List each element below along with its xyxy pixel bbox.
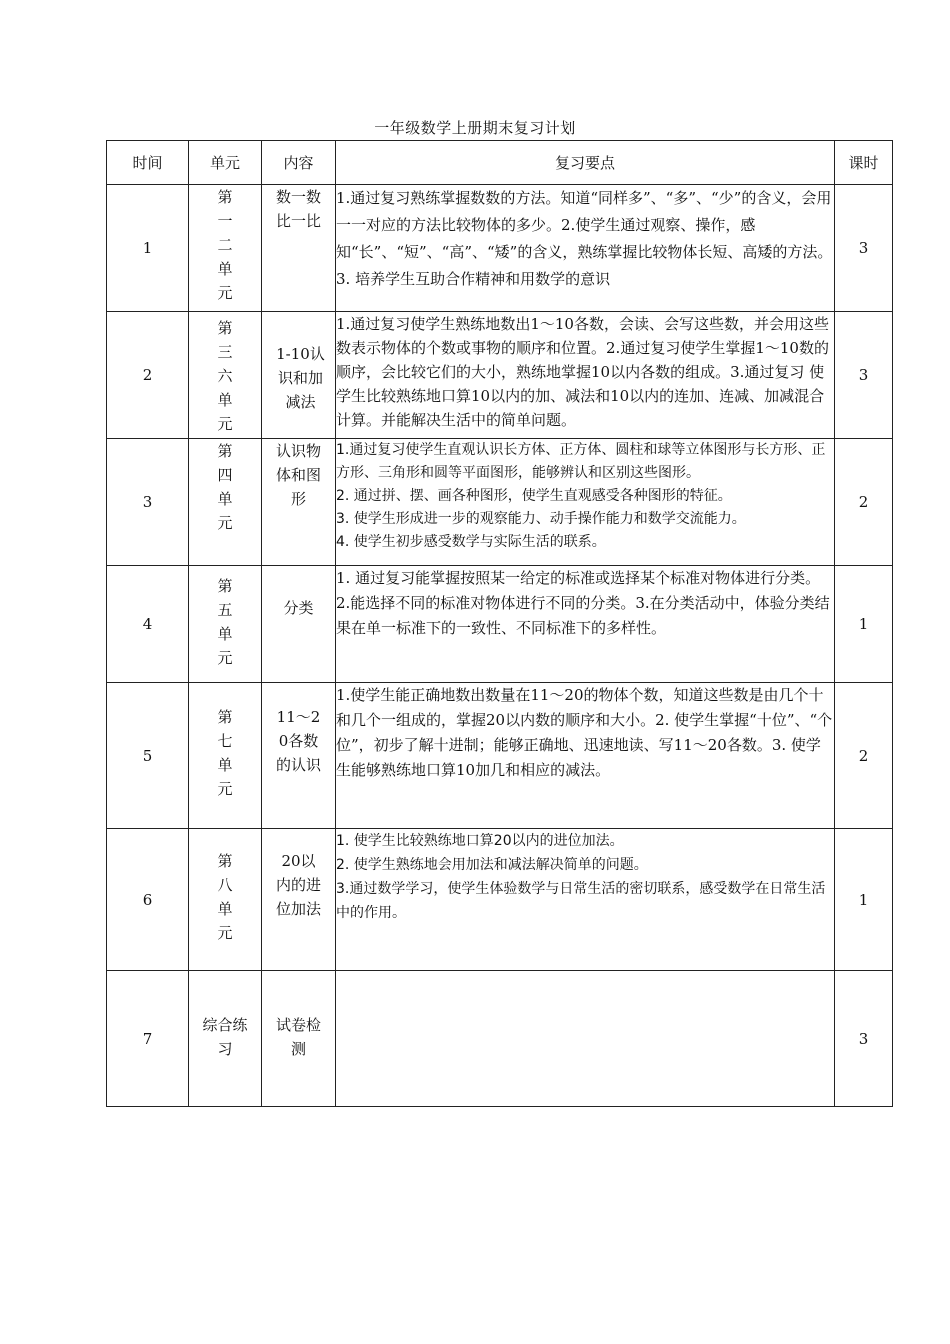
review-point: 1.通过复习使学生熟练地数出1～10各数，会读、会写这些数，并会用这些数表示物体的个数或事物的顺序和位置。2.通过复习使学生掌握1～10数的顺序，会比较它们的大小，熟练地掌握10以内各数的组成。3.通过复习 使学生比较熟练地口算10以内的加、减法和10以内的连加、连减、加减混合计算。并能解决生活中的简单问题。 — [336, 315, 829, 429]
cell-hours: 2 — [835, 439, 893, 566]
cell-hours: 3 — [835, 971, 893, 1107]
table-row — [107, 566, 893, 683]
table-row — [107, 683, 893, 829]
cell-content — [262, 971, 336, 1107]
review-point: 1.通过复习熟练掌握数数的方法。知道“同样多”、“多”、“少”的含义，会用一一对应的方法比较物体的多少。2.使学生通过观察、操作，感知“长”、“短”、“高”、“矮”的含义，熟练掌握比较物体长短、高矮的方法。3. 培养学生互助合作精神和用数学的意识 — [336, 189, 833, 288]
cell-unit — [189, 829, 262, 971]
table-row — [107, 312, 893, 439]
cell-review-points — [336, 971, 835, 1107]
cell-time: 4 — [107, 566, 189, 683]
cell-review-points — [336, 566, 835, 683]
cell-time: 1 — [107, 185, 189, 312]
cell-time: 3 — [107, 439, 189, 566]
cell-hours: 1 — [835, 566, 893, 683]
content-label: 1-10认识和加减法 — [276, 345, 325, 411]
content-label: 分类 — [283, 599, 314, 617]
cell-review-points — [336, 185, 835, 312]
cell-content — [262, 439, 336, 566]
table-header-row — [107, 141, 893, 185]
review-point: 1.通过复习使学生直观认识长方体、正方体、圆柱和球等立体图形与长方形、正方形、三角形和圆等平面图形，能够辨认和区别这些图形。 — [336, 442, 826, 481]
unit-label: 第八单元 — [217, 852, 233, 942]
cell-hours: 1 — [835, 829, 893, 971]
table-row — [107, 439, 893, 566]
unit-label: 第七单元 — [217, 708, 233, 798]
cell-review-points — [336, 312, 835, 439]
cell-content — [262, 312, 336, 439]
unit-label: 综合练习 — [202, 1016, 248, 1058]
cell-content — [262, 566, 336, 683]
table-row — [107, 185, 893, 312]
cell-content — [262, 829, 336, 971]
document-title: 一年级数学上册期末复习计划 — [374, 119, 576, 137]
unit-label: 第三六单元 — [217, 319, 233, 433]
cell-unit — [189, 185, 262, 312]
review-point: 1. 使学生比较熟练地口算20以内的进位加法。 — [336, 833, 624, 849]
unit-label: 第四单元 — [217, 442, 233, 532]
review-plan-table — [106, 140, 893, 1107]
cell-hours: 3 — [835, 185, 893, 312]
review-point: 2. 使学生熟练地会用加法和减法解决简单的问题。 — [336, 857, 648, 873]
header-review-points: 复习要点 — [336, 141, 835, 185]
unit-label: 第一二单元 — [217, 188, 233, 302]
cell-review-points — [336, 439, 835, 566]
cell-unit — [189, 439, 262, 566]
cell-review-points — [336, 683, 835, 829]
cell-unit — [189, 566, 262, 683]
header-class-hours: 课时 — [835, 141, 893, 185]
header-time: 时间 — [107, 141, 189, 185]
cell-time: 7 — [107, 971, 189, 1107]
content-label: 试卷检测 — [275, 1016, 321, 1058]
review-point: 3.通过数学学习，使学生体验数学与日常生活的密切联系，感受数学在日常生活中的作用。 — [336, 881, 826, 921]
review-point: 1.使学生能正确地数出数量在11～20的物体个数，知道这些数是由几个十和几个一组成的，掌握20以内数的顺序和大小。2. 使学生掌握“十位”、“个位”，初步了解十进制；能够正确地、迅速地读、写11～20各数。3. 使学生能够熟练地口算10加几和相应的减法。 — [336, 686, 833, 779]
cell-content — [262, 185, 336, 312]
content-label: 认识物体和图形 — [275, 442, 321, 508]
unit-label: 第五单元 — [217, 577, 233, 667]
cell-hours: 2 — [835, 683, 893, 829]
cell-unit — [189, 312, 262, 439]
review-point: 1. 通过复习能掌握按照某一给定的标准或选择某个标准对物体进行分类。2.能选择不同的标准对物体进行不同的分类。3.在分类活动中，体验分类结果在单一标准下的一致性、不同标准下的多样性。 — [336, 569, 830, 637]
cell-time: 2 — [107, 312, 189, 439]
content-label: 20以内的进位加法 — [275, 852, 321, 918]
header-unit: 单元 — [189, 141, 262, 185]
cell-hours: 3 — [835, 312, 893, 439]
content-label: 数一数比一比 — [275, 188, 321, 230]
review-point: 4. 使学生初步感受数学与实际生活的联系。 — [336, 534, 606, 550]
content-label: 11～20各数的认识 — [275, 708, 321, 774]
cell-content — [262, 683, 336, 829]
review-point: 2. 通过拼、摆、画各种图形，使学生直观感受各种图形的特征。 — [336, 488, 732, 504]
review-point: 3. 使学生形成进一步的观察能力、动手操作能力和数学交流能力。 — [336, 511, 746, 527]
header-content: 内容 — [262, 141, 336, 185]
cell-review-points — [336, 829, 835, 971]
cell-unit — [189, 971, 262, 1107]
table-row — [107, 829, 893, 971]
cell-time: 5 — [107, 683, 189, 829]
cell-unit — [189, 683, 262, 829]
cell-time: 6 — [107, 829, 189, 971]
table-row — [107, 971, 893, 1107]
